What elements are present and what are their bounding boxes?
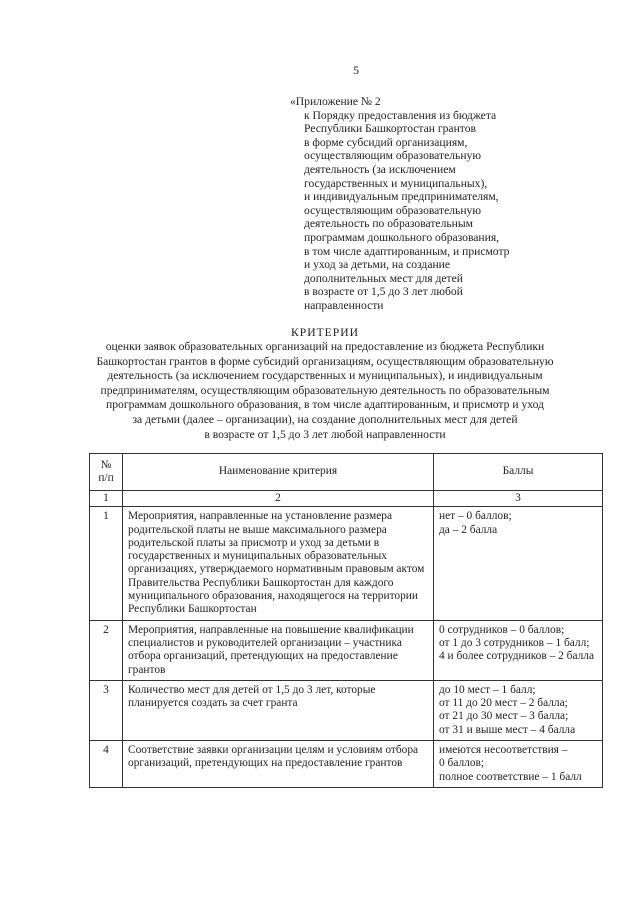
appendix-line: программам дошкольного образования, (304, 230, 500, 244)
score-line: нет – 0 баллов; (439, 510, 512, 523)
table-row (90, 680, 603, 740)
row-number: 4 (90, 741, 123, 788)
score-line: 0 сотрудников – 0 баллов; (439, 623, 565, 636)
column-number: 1 (90, 491, 123, 507)
appendix-line: Республики Башкортостан грантов (304, 122, 476, 136)
table-row (90, 507, 603, 620)
table-row (90, 620, 603, 680)
score-line: от 21 до 30 мест – 3 балла; (439, 710, 569, 723)
table-header-row (90, 454, 603, 491)
score-line: имеются несоответствия – (439, 744, 568, 757)
criterion-text: Соответствие заявки организации целям и условиям отбора организаций, претендующих на предоставление грантов (123, 741, 434, 788)
appendix-line: осуществляющим образовательную (304, 149, 481, 163)
score-line: 0 баллов; (439, 757, 485, 770)
appendix-line: государственных и муниципальных), (304, 176, 488, 190)
appendix-line: и индивидуальным предпринимателям, (304, 190, 499, 204)
score-line: 4 и более сотрудников – 2 балла (439, 650, 595, 663)
page-number: 5 (353, 63, 359, 77)
criterion-text: Количество мест для детей от 1,5 до 3 лет, которые планируется создать за счет гранта (123, 680, 434, 740)
appendix-line: в возрасте от 1,5 до 3 лет любой (304, 285, 463, 299)
column-number: 3 (434, 491, 603, 507)
score-cell (434, 620, 603, 680)
appendix-line: деятельность по образовательным (304, 217, 473, 231)
criteria-subtitle (60, 340, 590, 442)
header-criterion: Наименование критерия (123, 454, 434, 491)
appendix-line: дополнительных мест для детей (304, 271, 463, 285)
appendix-line: осуществляющим образовательную (304, 203, 481, 217)
criterion-text: Мероприятия, направленные на повышение квалификации специалистов и руководителей организации – участника отбора организаций, претендующих на предоставление грантов (123, 620, 434, 680)
appendix-header (290, 95, 580, 313)
header-scores: Баллы (434, 454, 603, 491)
subtitle-line: программам дошкольного образования, в том числе адаптированным, и присмотр и уход (106, 398, 544, 412)
appendix-line: деятельность (за исключением (304, 162, 456, 176)
subtitle-line: оценки заявок образовательных организаций на предоставление из бюджета Республики (105, 340, 545, 353)
score-line: от 31 и выше мест – 4 балла (439, 723, 576, 736)
criteria-table (89, 453, 603, 788)
score-line: от 1 до 3 сотрудников – 1 балл; (439, 636, 590, 649)
score-cell (434, 741, 603, 788)
column-number-row (90, 491, 603, 507)
appendix-line: в форме субсидий организациям, (304, 135, 468, 149)
appendix-line: в том числе адаптированным, и присмотр (304, 244, 510, 258)
column-number: 2 (123, 491, 434, 507)
subtitle-line: Башкортостан грантов в форме субсидий организациям, осуществляющим образовательную (96, 354, 554, 368)
appendix-line: направленности (304, 298, 384, 312)
table-row (90, 741, 603, 788)
criteria-heading: КРИТЕРИИ (291, 326, 359, 339)
score-line: до 10 мест – 1 балл; (439, 683, 536, 696)
row-number: 3 (90, 680, 123, 740)
score-cell (434, 507, 603, 620)
criterion-text: Мероприятия, направленные на установление размера родительской платы не выше максимального размера родительской платы за присмотр и уход за детьми в государственных и муниципальных образовательных организациях, утверждаемого нормативным правовым актом Правительства Республики Башкортостан для каждого муниципального образования, находящегося на территории Республики Башкортостан (123, 507, 434, 620)
subtitle-line: за детьми (далее – организации), на создание дополнительных мест для детей (132, 412, 518, 426)
appendix-title: «Приложение № 2 (290, 95, 381, 108)
row-number: 2 (90, 620, 123, 680)
score-line: да – 2 балла (439, 523, 498, 536)
score-line: от 11 до 20 мест – 2 балла; (439, 697, 568, 710)
row-number: 1 (90, 507, 123, 620)
appendix-line: и уход за детьми, на создание (304, 258, 451, 272)
appendix-line: к Порядку предоставления из бюджета (304, 108, 497, 122)
subtitle-line: предпринимателям, осуществляющим образовательную деятельность по образовательным (100, 383, 550, 397)
subtitle-line: в возрасте от 1,5 до 3 лет любой направленности (204, 427, 446, 441)
subtitle-line: деятельность (за исключением государственных и муниципальных), и индивидуальным (107, 369, 543, 383)
score-line: полное соответствие – 1 балл (439, 770, 582, 783)
score-cell (434, 680, 603, 740)
header-num: № п/п (90, 454, 123, 491)
